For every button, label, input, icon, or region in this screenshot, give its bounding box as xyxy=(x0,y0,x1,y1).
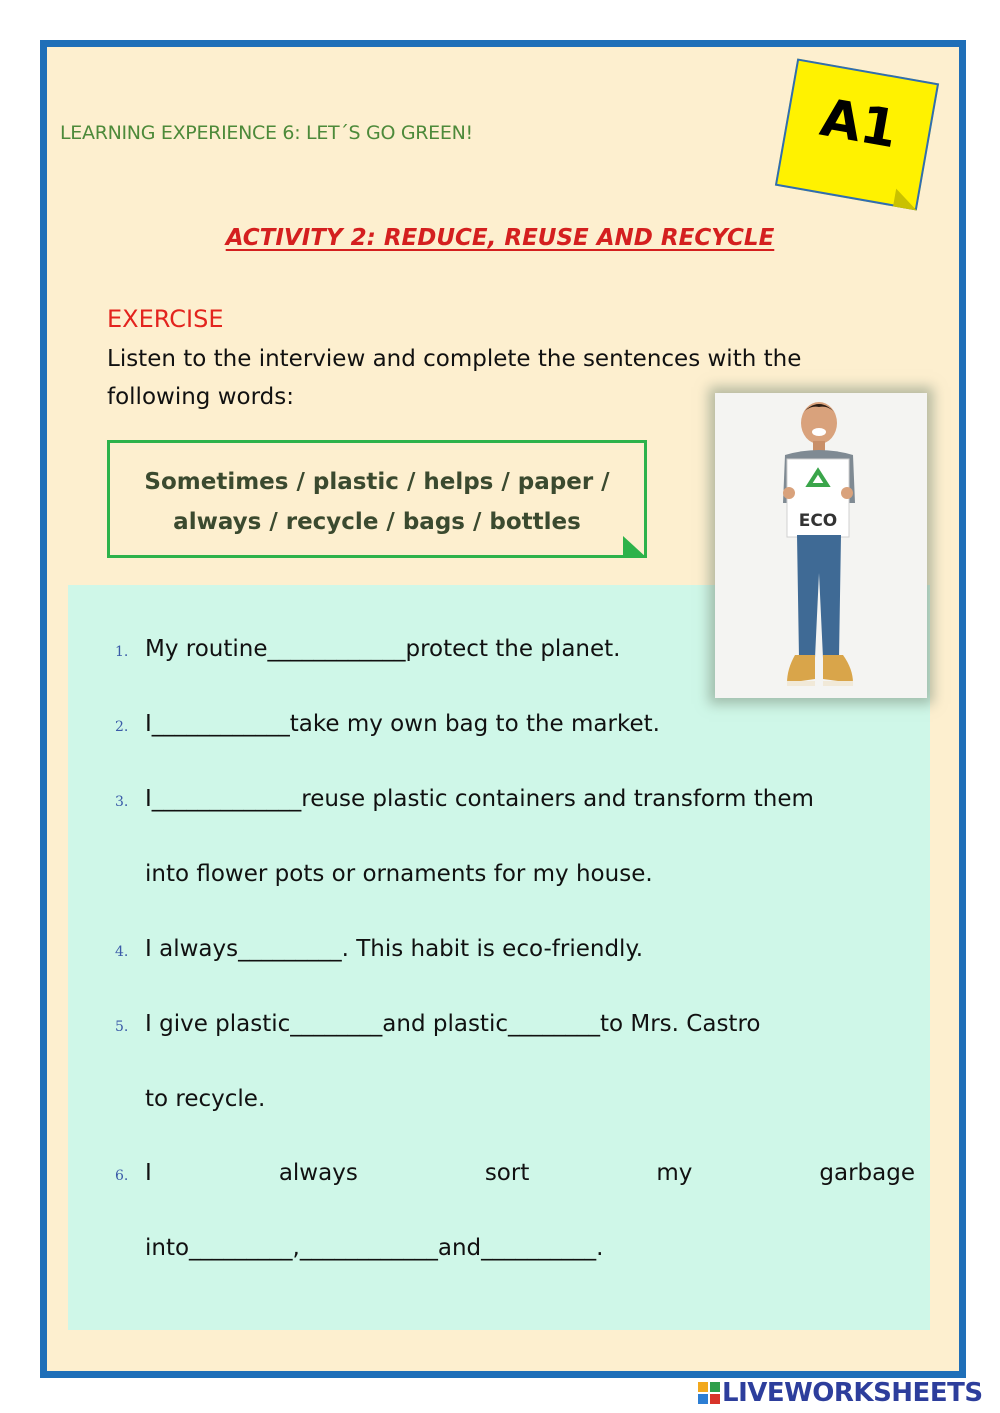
sentence-6-number xyxy=(115,1160,145,1186)
sticky-fold-corner xyxy=(893,189,920,211)
sentence-word: my xyxy=(656,1160,693,1186)
eco-boy-photo xyxy=(715,393,927,698)
liveworksheets-brand[interactable] xyxy=(698,1378,983,1408)
liveworksheets-logo-icon xyxy=(698,1382,720,1404)
sentence-word: I xyxy=(145,1160,152,1186)
sentence-3-continuation: into flower pots or ornaments for my house. xyxy=(145,861,653,887)
sentence-6 xyxy=(145,1160,915,1186)
word-bank-line: Sometimes / plastic / helps / paper / xyxy=(144,469,610,495)
sentence-1 xyxy=(115,636,620,662)
exercise-label: EXERCISE xyxy=(107,305,224,333)
page-header-title: LEARNING EXPERIENCE 6: LET´S GO GREEN! xyxy=(60,122,473,144)
sentence-2 xyxy=(115,711,660,737)
sentence-number: 1. xyxy=(115,644,129,660)
sentence-5 xyxy=(115,1011,760,1037)
sentence-6-continuation: into_________,____________and__________. xyxy=(145,1235,604,1261)
sentence-word: sort xyxy=(484,1160,530,1186)
sentence-5-continuation: to recycle. xyxy=(145,1086,266,1112)
sentence-number: 4. xyxy=(115,944,129,960)
sentence-word: garbage xyxy=(819,1160,915,1186)
sentence-number: 3. xyxy=(115,794,129,810)
sentence-word: always xyxy=(278,1160,358,1186)
word-bank-line: always / recycle / bags / bottles xyxy=(173,509,581,535)
instruction-line: following words: xyxy=(107,384,294,410)
sentence-3 xyxy=(115,786,814,812)
instruction-line: Listen to the interview and complete the sentences with the xyxy=(107,346,802,372)
sentence-text: I always_________. This habit is eco-friendly. xyxy=(145,936,644,962)
activity-title: ACTIVITY 2: REDUCE, REUSE AND RECYCLE xyxy=(225,225,775,251)
level-sticky-note xyxy=(775,58,939,210)
word-bank-box xyxy=(107,440,647,558)
sentence-text: I give plastic________and plastic________to Mrs. Castro xyxy=(145,1011,761,1037)
word-box-fold-corner xyxy=(623,536,647,558)
sentence-number: 5. xyxy=(115,1019,129,1035)
sentence-text: I_____________reuse plastic containers and transform them xyxy=(145,786,814,812)
sentence-text: My routine____________protect the planet. xyxy=(145,636,621,662)
sentence-4 xyxy=(115,936,643,962)
level-badge: A1 xyxy=(815,87,902,161)
boy-illustration xyxy=(715,393,927,698)
sign-label: ECO xyxy=(798,511,838,531)
sentence-text: I____________take my own bag to the market. xyxy=(145,711,660,737)
brand-name: LIVEWORKSHEETS xyxy=(722,1378,983,1408)
sentence-number: 2. xyxy=(115,719,129,735)
sentence-number: 6. xyxy=(115,1168,129,1184)
